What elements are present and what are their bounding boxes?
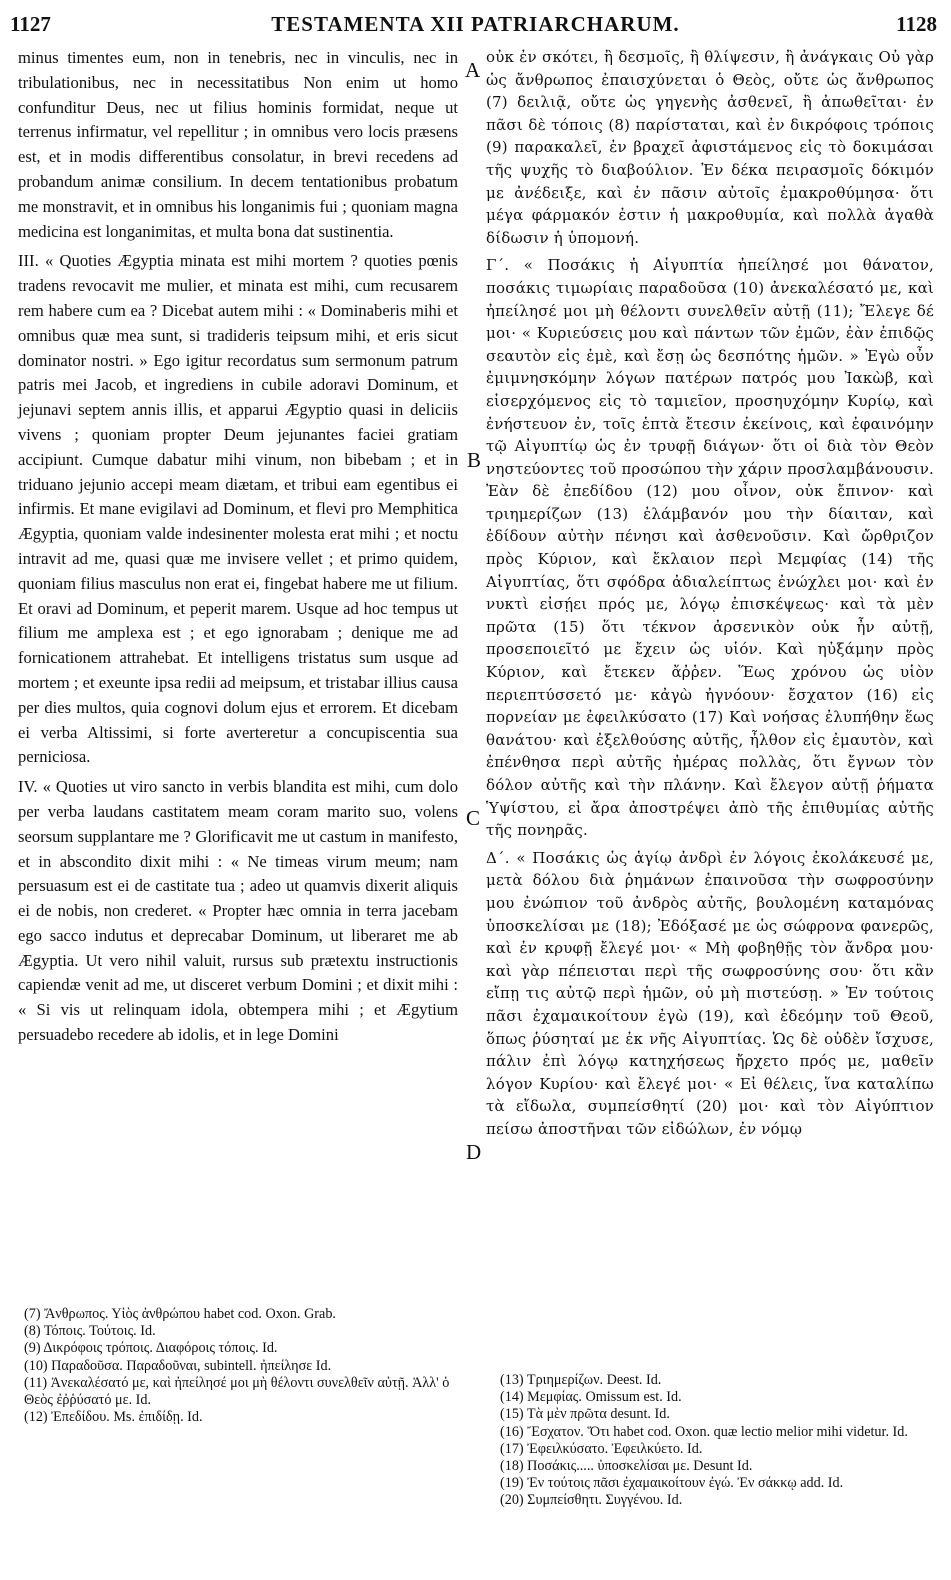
footnote: (16) Ἔσχατον. Ὅτι habet cod. Oxon. quæ lectio melior mihi videtur. Id. — [500, 1423, 908, 1440]
greek-paragraph: Γ΄. « Ποσάκις ἡ Αἰγυπτία ἠπείλησέ μοι θάνατον, ποσάκις τιμωρίαις παραδοῦσα (10) ἀνεκαλέσατό με, καὶ ἠπείλησέ μοι μὴ θέλοντι συνελθεῖν αὐτῇ (11); Ἔλεγε δέ μοι· « Κυριεύσεις μου καὶ πάντων τῶν ἐμῶν, ἐὰν ἐπιδῷς σεαυτὸν εἰς ἐμὲ, καὶ ἔσῃ ὡς δεσπότης ἡμῶν. » Ἐγὼ οὖν ἐμιμνησκόμην λόγων πατέρων πατρός μου Ἰακὼβ, καὶ εἰσερχόμενος εἰς τὸ ταμιεῖον, προσηυχόμην Κυρίῳ, καὶ ἐνήστευον ἐν, τοῖς ἑπτὰ ἔτεσιν ἐκείνοις, καὶ ἐφαινόμην τῷ Αἰγυπτίῳ ὡς ἐν τρυφῇ διάγων· ὅτι οἱ διὰ τὸν Θεὸν νηστεύοντες τοῦ προσώπου τὴν χάριν προσλαμβάνουσιν. Ἐὰν δὲ ἐπεδίδου (12) μου οἶνον, οὐκ ἔπινον· καὶ τριημερίζων (13) ἐλάμβανόν μου τὴν δίαιταν, καὶ ἐδίδουν αὐτὴν πένησι καὶ ἀσθενοῦσιν. Καὶ ὤρθριζον πρὸς Κύριον, καὶ ἔκλαιον περὶ Μεμφίας (14) τῆς Αἰγυπτίας, ὅτι σφόδρα ἀδιαλείπτως ἐνώχλει μοι· καὶ ἐν νυκτὶ εἰσῄει πρός με, λόγῳ ἐπισκέψεως· καὶ τὰ μὲν πρῶτα (15) ὅτι τέκνον ἀρσενικὸν οὐκ ἦν αὐτῇ, προσεποιεῖτό με ἔχειν ὡς υἱόν. Καὶ ηὐξάμην πρὸς Κύριον, καὶ ἔτεκεν ἄῤῥεν. Ἕως χρόνου ὡς υἱὸν περιεπτύσσετό με· κἀγὼ ἠγνόουν· ἔσχατον (16) εἰς πορνείαν με ἐφειλκύσατο (17) Καὶ νοήσας ἐλυπήθην ἕως θανάτου· καὶ ἐξελθούσης αὐτῆς, ἦλθον εἰς ἐμαυτὸν, καὶ ἐπένθησα περὶ αὐτῆς ἡμέρας πολλὰς, ὅτι ἔγνων τὸν δόλον αὐτῆς καὶ τὴν πλάνην. Καὶ ἔλεγον αὐτῇ ῥήματα Ὑψίστου, εἰ ἄρα ἀποστρέψει ἀπὸ τῆς ἐπιθυμίας αὐτῆς τῆς πονηρᾶς. — [486, 256, 934, 840]
footnote: (19) Ἐν τούτοις πᾶσι ἐχαμαικοίτουν ἐγώ. Ἐν σάκκῳ add. Id. — [500, 1475, 844, 1492]
footnote: (11) Ἀνεκαλέσατό με, καὶ ἠπείλησέ μοι μὴ θέλοντι συνελθεῖν αὐτῇ. Ἀλλ' ὁ Θεὸς ἐῤῥύσατό με. Id. — [24, 1374, 450, 1409]
greek-paragraph: οὐκ ἐν σκότει, ἢ δεσμοῖς, ἢ θλίψεσιν, ἢ ἀνάγκαις Οὐ γὰρ ὡς ἄνθρωπος ἐπαισχύνεται ὁ Θεὸς, οὔτε ὡς ἄνθρωπος (7) δειλιᾷ, οὔτε ὡς γηγενὴς ἀσθενεῖ, ἢ ἀπωθεῖται· ἐν πᾶσι δὲ τόποις (8) παρίσταται, καὶ ἐν δικρόφοις τρόποις (9) παρακαλεῖ, ἐν βραχεῖ ἀφιστάμενος εἰς τὸ δοκιμάσαι τῆς ψυχῆς τὸ διαβούλιον. Ἐν δέκα πειρασμοῖς δόκιμόν με ἀνέδειξε, καὶ ἐν πᾶσιν αὐτοῖς ἐμακροθύμησα· ὅτι μέγα φάρμακόν ἐστιν ἡ μακροθυμία, καὶ πολλὰ ἀγαθὰ δίδωσιν ἡ ὑπομονή. — [486, 48, 934, 247]
footnote: (13) Τριημερίζων. Deest. Id. — [500, 1372, 662, 1388]
left-page-number: 1127 — [10, 12, 51, 36]
page-header — [0, 8, 951, 42]
greek-paragraph: Δ΄. « Ποσάκις ὡς ἁγίῳ ἀνδρὶ ἐν λόγοις ἐκολάκευσέ με, μετὰ δόλου διὰ ῥημάνων ἐπαινοῦσα τὴν σωφροσύνην μου ἐνώπιον τοῦ ἀνδρὸς αὐτῆς, βουλομένη καταμόνας ὑποσκελίσαι με (18); Ἐδόξασέ με ὡς σώφρονα φανερῶς, καὶ ἐν κρυφῇ ἔλεγέ μοι· « Μὴ φοβηθῇς τὸν ἄνδρα μου· καὶ γὰρ πέπεισται περὶ τῆς σωφροσύνης σου· ὅτι κἂν εἴπῃ τις αὐτῷ περὶ ἡμῶν, οὐ μὴ πιστεύσῃ. » Ἐν τούτοις πᾶσι ἐχαμαικοίτουν ἐγὼ (19), καὶ ἐδεόμην τοῦ Θεοῦ, ὅπως ῥύσηταί με ἐκ νῆς Αἰγυπτίας. Ὡς δὲ οὐδὲν ἴσχυσε, πάλιν ἐπὶ λόγῳ κατηχήσεως ἤρχετο πρός με, μαθεῖν λόγον Κυρίου· καὶ ἔλεγέ μοι· « Εἰ θέλεις, ἵνα καταλίπω τὰ εἴδωλα, συμπείσθητί (20) μοι· καὶ τὸν Αἰγύπτιον πείσω ἀποστῆναι τῶν εἰδώλων, ἐν νόμῳ — [486, 848, 934, 1138]
greek-column — [486, 46, 934, 1141]
footnote: (9) Δικρόφοις τρόποις. Διαφόροις τόποις. Id. — [24, 1340, 278, 1357]
margin-marker-c: C — [466, 806, 481, 830]
footnote: (14) Μεμφίας. Omissum est. Id. — [500, 1389, 682, 1406]
latin-paragraph: IV. « Quoties ut viro sancto in verbis blandita est mihi, cum dolo per verba laudans castitatem meam coram marito suo, volens seorsum supplantare me ? Glorificavit me ut castum in manifesto, et in abscondito dixit mihi : « Ne timeas virum meum; nam persuasum est ei de castitate tua ; adeo ut quamvis dixerit aliquis ei de nobis, non crederet. « Propter hæc omnia in terra jacebam ego sacco indutus et deprecabar Dominum, ut liberaret me ab Ægyptia. Ut vero nihil valuit, rursus sub prætextu instructionis capiendæ venit ad me, ut disceret verbum Domini ; et dixit mihi : « Si vis ut relinquam idola, obtempera mihi ; et Ægytium persuadebo recedere ab idolis, et in lege Domini — [18, 777, 458, 1045]
footnotes-right — [500, 1372, 930, 1510]
footnotes-left — [24, 1306, 464, 1426]
latin-paragraph: III. « Quoties Ægyptia minata est mihi mortem ? quoties pœnis tradens revocavit me mulier, et minata est mihi, cum recusarem rem habere cum ea ? Dicebat autem mihi : « Dominaberis mihi et omnibus quæ mea sunt, si tradideris teipsum mihi, et eris sicut dominator nostri. » Ego igitur recordatus sum sermonum patrum patris mei Jacob, et ingrediens in cubile adoravi Dominum, et jejunavi septem annis illis, et apparui Ægyptio quasi in deliciis vivens ; quoniam propter Deum jejunantes faciei gratiam accipiunt. Cumque dabatur mihi vinum, non bibebam ; et in triduano jejunio accepi meam diætam, et tribui eam egentibus ei infirmis. Et mane evigilavi ad Dominum, et flevi pro Memphitica Ægyptia, quoniam valde indesinenter molesta erat mihi ; et noctu intravit ad me, quasi quæ me invisere vellet ; et primo quidem, quoniam filius masculus non erat ei, fingebat habere me ut filium. Et oravi ad Dominum, et peperit marem. Usque ad hoc tempus ut filium me amplexa est ; et ego ignorabam ; denique me ad fornicationem attrahebat. Et intelligens tristatus sum usque ad mortem ; et exeunte ipsa redii ad meipsum, et tristabar illius causa per dies multos, quia cognovi dolum ejus et errorem. Et dicebam ei verba Altissimi, si forte averteretur a concupiscentia sua perniciosa. — [18, 251, 458, 767]
margin-marker-b: B — [467, 448, 482, 472]
right-page-number: 1128 — [896, 12, 937, 36]
latin-paragraph: minus timentes eum, non in tenebris, nec in vinculis, nec in tribulationibus, nec in necessitatibus Non enim ut homo confunditur Deus, nec ut filius hominis formidat, neque ut terrenus infirmatur, vel repellitur ; in omnibus vero locis præsens est, et in modis differentibus consolatur, in brevi recedens ad probandum animæ consilium. In decem tentationibus probatum me monstravit, et in omnibus his longanimis fui ; quoniam magna medicina est longanimitas, et multa bona dat sustinentia. — [18, 48, 458, 241]
footnote: (10) Παραδοῦσα. Παραδοῦναι, subintell. ἠπείλησε Id. — [24, 1357, 332, 1374]
running-title: TESTAMENTA XII PATRIARCHARUM. — [271, 12, 680, 36]
footnote: (7) Ἄνθρωπος. Υἱὸς ἀνθρώπου habet cod. Oxon. Grab. — [24, 1306, 336, 1322]
footnote: (8) Τόποις. Τούτοις. Id. — [24, 1323, 156, 1340]
margin-marker-a: A — [465, 58, 481, 82]
margin-marker-d: D — [466, 1140, 482, 1164]
latin-column — [18, 46, 458, 1048]
footnote: (20) Συμπείσθητι. Συγγένου. Id. — [500, 1492, 683, 1509]
footnote: (12) Ἐπεδίδου. Ms. ἐπιδίδῃ. Id. — [24, 1409, 203, 1426]
footnote: (17) Ἐφειλκύσατο. Ἐφειλκύετο. Id. — [500, 1440, 703, 1457]
footnote: (18) Ποσάκις..... ὑποσκελίσαι με. Desunt Id. — [500, 1458, 753, 1475]
footnote: (15) Τὰ μὲν πρῶτα desunt. Id. — [500, 1406, 670, 1423]
